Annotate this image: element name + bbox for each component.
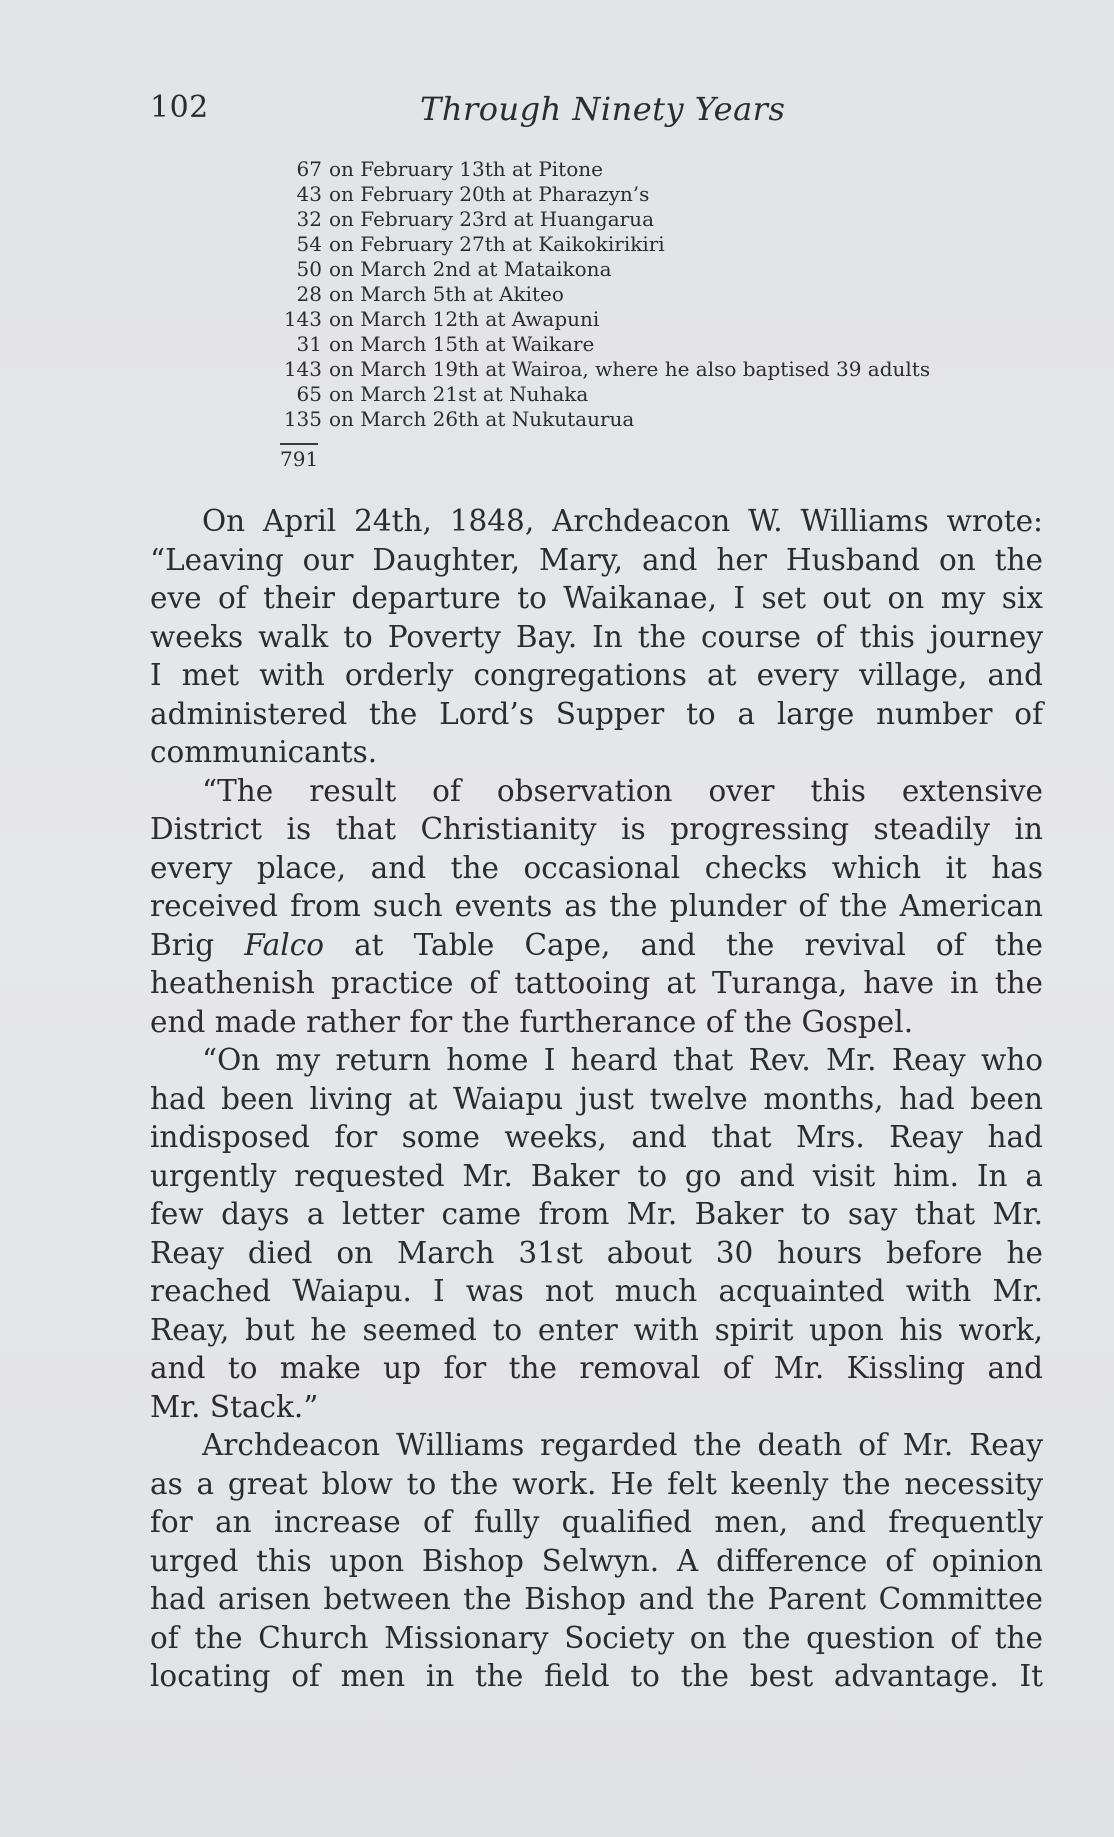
tally-row [280, 282, 930, 307]
page-number: 102 [150, 90, 209, 125]
tally-row [280, 382, 930, 407]
text-run: Brig [150, 927, 245, 962]
tally-row [280, 207, 930, 232]
tally-row [280, 232, 930, 257]
tally-count: 31 [296, 332, 322, 356]
text-line: Reay, but he seemed to enter with spirit upon his work, [150, 1312, 1043, 1347]
text-line: administered the Lord’s Supper to a large number of [150, 696, 1043, 731]
tally-text: on March 19th at Wairoa, where he also baptised 39 adults [329, 357, 931, 381]
tally-count: 143 [283, 357, 322, 381]
text-line: indisposed for some weeks, and that Mrs. Reay had [150, 1120, 1043, 1154]
ship-name: Falco [244, 927, 324, 962]
tally-text: on March 15th at Waikare [329, 332, 595, 356]
text-line: Reay died on March 31st about 30 hours before he [150, 1235, 1043, 1270]
tally-count: 143 [283, 307, 322, 331]
tally-count: 54 [296, 232, 322, 256]
tally-count: 50 [296, 257, 322, 281]
tally-text: on March 2nd at Mataikona [329, 257, 612, 281]
text-line: end made rather for the furtherance of the Gospel. [150, 1004, 914, 1039]
tally-total: 791 [280, 447, 319, 471]
text-run: at Table Cape, and the revival of the [323, 927, 1043, 962]
text-line: District is that Christianity is progressing steadily in [150, 812, 1043, 846]
text-line: as a great blow to the work. He felt keenly the necessity [150, 1466, 1043, 1501]
tally-count: 28 [296, 282, 322, 306]
text-line: locating of men in the field to the best advantage. It [150, 1659, 1043, 1693]
text-line: “On my return home I heard that Rev. Mr. Reay who [202, 1043, 1043, 1077]
page-header [150, 86, 980, 126]
tally-row [280, 182, 930, 207]
tally-count: 32 [296, 207, 322, 231]
text-line: urged this upon Bishop Selwyn. A difference of opinion [150, 1543, 1043, 1578]
tally-count: 135 [283, 407, 322, 431]
tally-row [280, 307, 930, 332]
text-line: Mr. Stack.” [150, 1389, 319, 1424]
body-text [150, 502, 1043, 1696]
text-line: few days a letter came from Mr. Baker to say that Mr. [150, 1197, 1043, 1231]
text-line [150, 926, 1043, 965]
text-line: “The result of observation over this extensive [202, 773, 1043, 808]
text-line: weeks walk to Poverty Bay. In the course of this journey [150, 619, 1043, 654]
communicants-tally [280, 157, 930, 472]
tally-row [280, 332, 930, 357]
tally-text: on March 5th at Akiteo [329, 282, 564, 306]
tally-text: on March 26th at Nukutaurua [329, 407, 635, 431]
text-line: and to make up for the removal of Mr. Kissling and [150, 1351, 1043, 1385]
tally-count: 43 [296, 182, 322, 206]
text-line: eve of their departure to Waikanae, I set out on my six [150, 581, 1043, 615]
text-line: for an increase of fully qualified men, and frequently [150, 1505, 1043, 1539]
tally-row [280, 407, 930, 432]
sum-rule [280, 443, 318, 445]
text-line: Archdeacon Williams regarded the death of Mr. Reay [202, 1428, 1043, 1462]
tally-count: 65 [296, 382, 322, 406]
text-line: of the Church Missionary Society on the question of the [150, 1620, 1043, 1655]
text-line: “Leaving our Daughter, Mary, and her Husband on the [150, 542, 1043, 577]
tally-row [280, 357, 930, 382]
text-line: On April 24th, 1848, Archdeacon W. Williams wrote: [202, 504, 1043, 538]
running-title: Through Ninety Years [420, 90, 786, 128]
text-line: reached Waiapu. I was not much acquainted with Mr. [150, 1274, 1043, 1308]
tally-text: on March 21st at Nuhaka [329, 382, 589, 406]
tally-row [280, 257, 930, 282]
text-line: had been living at Waiapu just twelve months, had been [150, 1081, 1043, 1116]
text-line: had arisen between the Bishop and the Parent Committee [150, 1582, 1043, 1616]
text-line: every place, and the occasional checks which it has [150, 850, 1043, 885]
text-line: urgently requested Mr. Baker to go and visit him. In a [150, 1158, 1043, 1193]
tally-text: on February 20th at Pharazyn’s [329, 182, 650, 206]
text-line: communicants. [150, 735, 378, 769]
tally-count: 67 [296, 157, 322, 181]
tally-row [280, 157, 930, 182]
text-line: I met with orderly congregations at every village, and [150, 658, 1043, 692]
text-line: heathenish practice of tattooing at Turanga, have in the [150, 966, 1043, 1000]
tally-text: on February 13th at Pitone [329, 157, 603, 181]
tally-text: on February 27th at Kaikokirikiri [329, 232, 665, 256]
tally-text: on February 23rd at Huangarua [329, 207, 654, 231]
tally-text: on March 12th at Awapuni [329, 307, 600, 331]
text-line: received from such events as the plunder of the American [150, 889, 1043, 923]
